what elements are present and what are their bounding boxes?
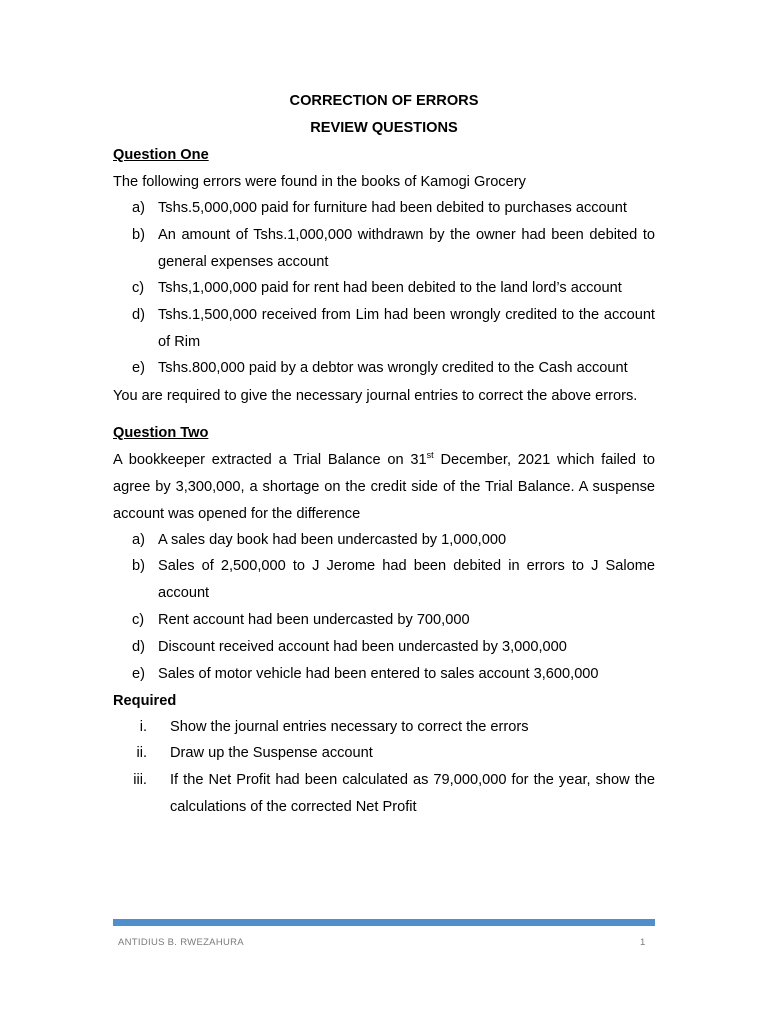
list-marker: e) (132, 360, 145, 376)
list-item-text: Draw up the Suspense account (170, 745, 373, 761)
list-item-text: Sales of 2,500,000 to J Jerome had been debited in errors to J Salome account (158, 558, 655, 601)
list-item-text: An amount of Tshs.1,000,000 withdrawn by the owner had been debited to general expenses account (158, 227, 655, 270)
question-two-intro (113, 447, 655, 527)
list-marker: a) (132, 200, 145, 216)
list-item-text: Tshs.5,000,000 paid for furniture had been debited to purchases account (158, 200, 627, 216)
list-item-text: Tshs.1,500,000 received from Lim had been wrongly credited to the account of Rim (158, 307, 655, 350)
list-item-text: If the Net Profit had been calculated as 79,000,000 for the year, show the calculations of the corrected Net Profit (170, 772, 655, 815)
list-marker: e) (132, 666, 145, 682)
list-marker: c) (132, 280, 145, 296)
list-item (113, 767, 655, 821)
list-item-text: Show the journal entries necessary to correct the errors (170, 719, 529, 735)
question-one-intro: The following errors were found in the books of Kamogi Grocery (113, 174, 526, 190)
list-item (113, 740, 655, 767)
list-item (113, 553, 655, 607)
list-item-text: Discount received account had been undercasted by 3,000,000 (158, 639, 567, 655)
list-item-text: Sales of motor vehicle had been entered to sales account 3,600,000 (158, 666, 599, 682)
list-item (113, 302, 655, 356)
list-marker: iii. (133, 772, 147, 788)
footer-divider (113, 919, 655, 926)
list-item (113, 222, 655, 276)
list-item (113, 607, 655, 634)
list-item-text: Rent account had been undercasted by 700,000 (158, 612, 470, 628)
list-marker: i. (139, 719, 147, 735)
list-item (113, 195, 655, 222)
list-marker: ii. (136, 745, 147, 761)
document-subtitle: REVIEW QUESTIONS (310, 120, 458, 136)
list-item-text: Tshs,1,000,000 paid for rent had been debited to the land lord’s account (158, 280, 622, 296)
list-marker: c) (132, 612, 145, 628)
required-title: Required (113, 693, 177, 709)
list-marker: d) (132, 639, 145, 655)
question-one-title: Question One (113, 147, 209, 163)
list-item (113, 355, 655, 382)
list-item (113, 275, 655, 302)
list-marker: b) (132, 558, 145, 574)
page-number: 1 (640, 937, 646, 948)
list-item-text: A sales day book had been undercasted by 1,000,000 (158, 532, 507, 548)
list-marker: d) (132, 307, 145, 323)
question-one-instruction: You are required to give the necessary journal entries to correct the above errors. (113, 388, 638, 404)
list-item (113, 714, 655, 741)
list-marker: a) (132, 532, 145, 548)
list-item-text: Tshs.800,000 paid by a debtor was wrongly credited to the Cash account (158, 360, 628, 376)
list-item (113, 661, 655, 688)
document-title: CORRECTION OF ERRORS (289, 93, 479, 109)
question-two-intro-start: A bookkeeper extracted a Trial Balance on 31 (113, 452, 427, 468)
question-two-title: Question Two (113, 425, 209, 441)
list-marker: b) (132, 227, 145, 243)
ordinal-suffix: st (426, 450, 434, 461)
list-item (113, 634, 655, 661)
list-item (113, 527, 655, 554)
footer-author: ANTIDIUS B. RWEZAHURA (118, 937, 244, 948)
question-two-intro-end: December, 2021 which failed to agree by 3,300,000, a shortage on the credit side of the Trial Balance. A suspense account was opened for the difference (113, 452, 655, 522)
